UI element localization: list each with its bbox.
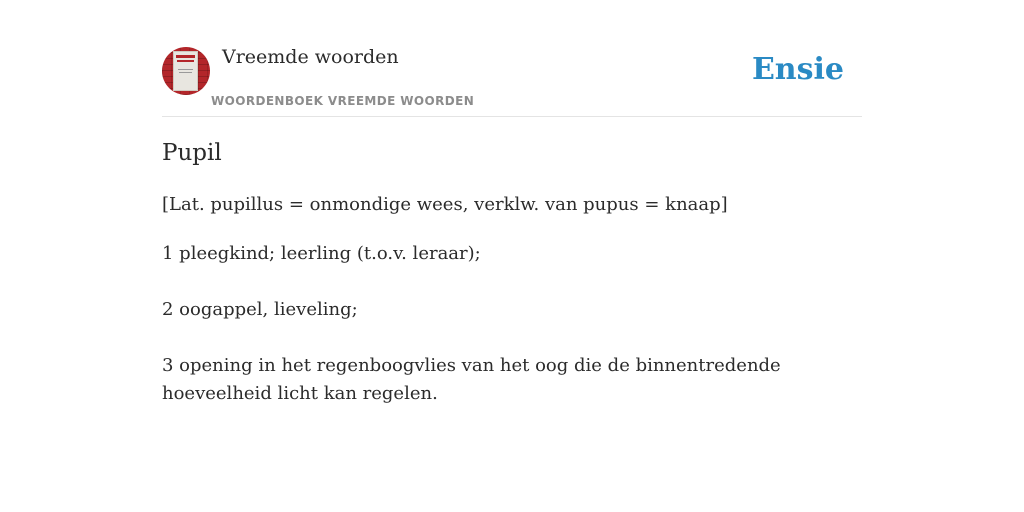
definition-item: 3 opening in het regenboogvlies van het oog die de binnentredende hoeveelheid licht kan regelen. <box>162 355 781 404</box>
header <box>162 0 862 117</box>
definition-item: 1 pleegkind; leerling (t.o.v. leraar); <box>162 243 481 264</box>
definition-item: 2 oogappel, lieveling; <box>162 299 358 320</box>
dictionary-subtitle: WOORDENBOEK VREEMDE WOORDEN <box>211 94 475 108</box>
page <box>162 0 862 404</box>
dictionary-cover-avatar[interactable] <box>162 47 210 95</box>
ensie-logo-link[interactable]: Ensie <box>751 52 844 87</box>
dictionary-title[interactable]: Vreemde woorden <box>222 46 399 68</box>
definition-list <box>162 240 862 436</box>
entry-etymology: [Lat. pupillus = onmondige wees, verklw. van pupus = knaap] <box>162 194 728 215</box>
book-cover-icon <box>173 51 198 91</box>
entry-title: Pupil <box>162 140 222 166</box>
